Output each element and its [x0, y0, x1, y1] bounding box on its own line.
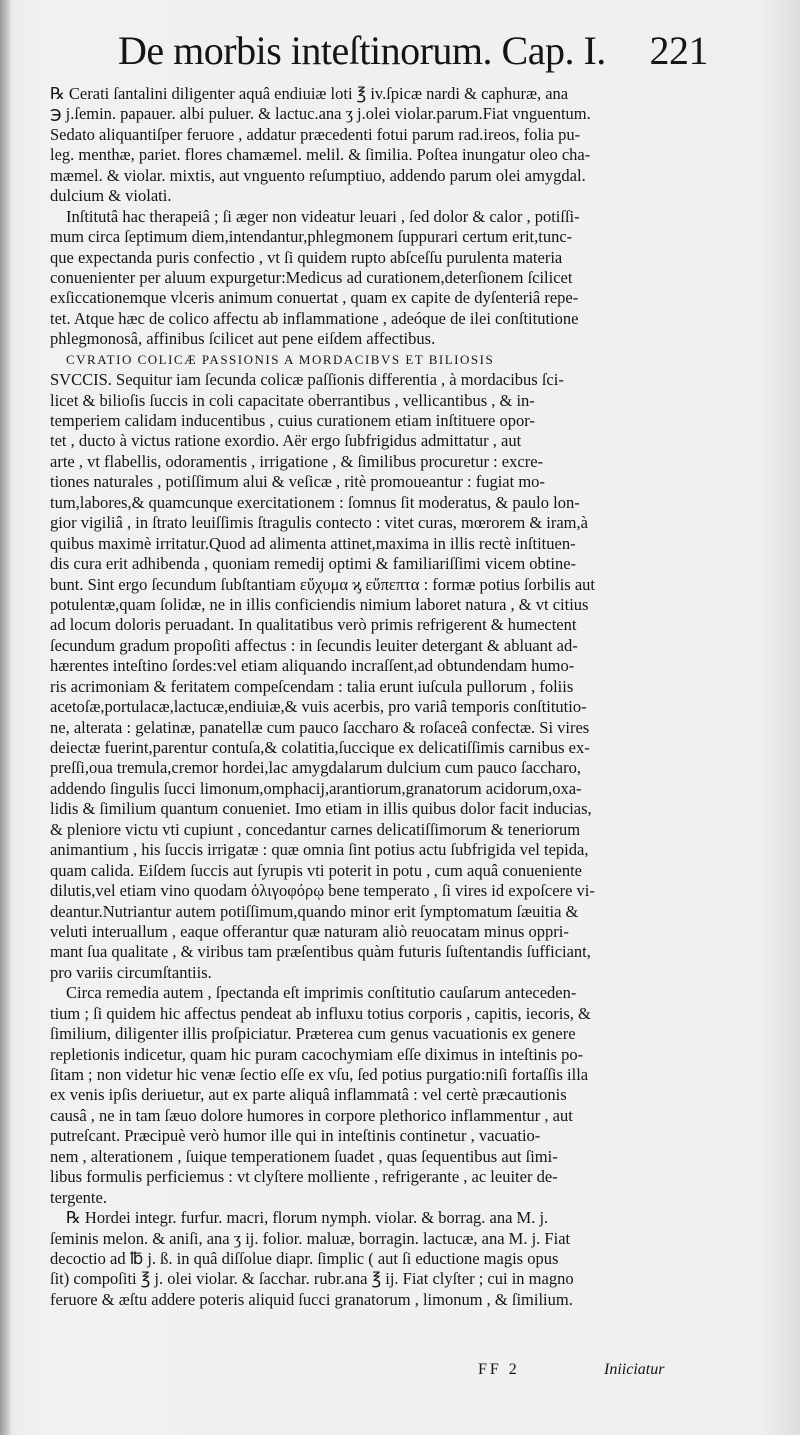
text-line: deantur.Nutriantur autem potiſſimum,quando minor erit ſymptomatum ſæuitia &	[50, 901, 579, 921]
text-line: dulcium & violati.	[50, 186, 172, 206]
text-line: Inſtitutâ hac therapeiâ ; ſi æger non videatur leuari , ſed dolor & calor , potiſſi-	[66, 206, 580, 226]
text-line: tet. Atque hæc de colico affectu ab inflammatione , adeóque de ilei conſtitutione	[50, 308, 579, 328]
text-line: dilutis,vel etiam vino quodam ὀλιγοφόρῳ bene temperato , ſi vires id expoſcere vi-	[50, 881, 595, 901]
text-line: potulentæ,quam ſolidæ, ne in illis conficiendis nimium laboret natura , & vt citius	[50, 594, 589, 614]
text-line: gior vigiliâ , in ſtrato leuiſſimis ſtragulis contecto : vitet curas, mœrorem & iram,à	[50, 513, 588, 533]
text-line: quibus maximè irritatur.Quod ad alimenta attinet,maxima in illis rectè inſtituen-	[50, 533, 576, 553]
text-line: ex venis ipſis deriuetur, aut ex parte aliquâ inflammatâ : vel certè præcautionis	[50, 1085, 567, 1105]
text-line: ſit) compoſiti ℥ j. olei violar. & ſacchar. rubr.ana ℥ ij. Fiat clyſter ; cui in magno	[50, 1269, 574, 1289]
body-text	[50, 84, 700, 1310]
text-line: que expectanda puris confectio , vt ſi quidem rupto abſceſſu purulenta materia	[50, 247, 563, 267]
text-line: animantium , his ſuccis irrigatæ : quæ omnia ſint potius actu ſubfrigida vel tepida,	[50, 840, 589, 860]
text-line: exſiccationemque vlceris animum conuertat , quam ex capite de dyſenteriâ repe-	[50, 288, 579, 308]
text-line: ris acrimoniam & feritatem compeſcendam : talia erunt iuſcula pullorum , foliis	[50, 676, 574, 696]
text-line: addendo ſingulis ſucci limonum,omphacij,arantiorum,granatorum acidorum,oxa-	[50, 778, 582, 798]
text-line: tium ; ſi quidem hic affectus pendeat ab influxu totius corporis , capitis, iecoris, &	[50, 1003, 591, 1023]
catchword: Iniiciatur	[604, 1361, 665, 1378]
text-line: tet , ducto à victus ratione exordio. Aër ergo ſubfrigidus admittatur , aut	[50, 431, 522, 451]
text-line: tergente.	[50, 1187, 107, 1207]
text-line: bunt. Sint ergo ſecundum ſubſtantiam εὔχυμα ϗ εὔπεπτα : formæ potius ſorbilis aut	[50, 574, 595, 594]
text-line: pro variis circumſtantiis.	[50, 962, 212, 982]
text-line: ne, alterata : gelatinæ, panatellæ cum pauco ſaccharo & roſaceâ confectæ. Si vires	[50, 717, 590, 737]
text-line: libus formulis perficiemus : vt clyſtere molliente , refrigerante , ac leuiter de-	[50, 1167, 558, 1187]
text-line: ſeminis melon. & aniſi, ana ʒ ij. folior. maluæ, borragin. lactucæ, ana M. j. Fiat	[50, 1228, 571, 1248]
text-line: ℈ j.ſemin. papauer. albi puluer. & lactuc.ana ʒ j.olei violar.parum.Fiat vnguentum.	[50, 104, 591, 124]
text-line: decoctio ad ℔ j. ß. in quâ diſſolue diapr. ſimplic ( aut ſi eductione magis opus	[50, 1248, 559, 1268]
text-line: lidis & ſimilium quantum conueniet. Imo etiam in illis quibus dolor facit inducias,	[50, 799, 592, 819]
text-line: putreſcant. Præcipuè verò humor ille qui in inteſtinis continetur , vacuatio-	[50, 1126, 541, 1146]
text-line: CVRATIO COLICÆ PASSIONIS A MORDACIBVS ET BILIOSIS	[66, 351, 495, 367]
text-line: tiones naturales , potiſſimum alui & veſicæ , ritè promoueantur : fugiat mo-	[50, 472, 545, 492]
text-line: arte , vt flabellis, odoramentis , irrigatione , & ſimilibus procuretur : excre-	[50, 451, 544, 471]
text-line: mant ſua qualitate , & viribus tam præſentibus quàm futuris ſuſtentandis ſufficiant,	[50, 942, 591, 962]
text-line: temperiem calidam inducentibus , cuius curationem etiam inſtituere opor-	[50, 411, 535, 430]
text-line: dis cura erit adhibenda , quoniam remedij optimi & familiariſſimi vicem obtine-	[50, 554, 577, 574]
text-line: preſſi,oua tremula,cremor hordei,lac amygdalarum dulcium cum pauco ſaccharo,	[50, 758, 581, 778]
text-line: ad locum doloris peruadant. In qualitatibus verò primis refrigerent & humectent	[50, 615, 577, 635]
text-line: licet & bilioſis ſuccis in coli capacitate oberrantibus , vellicantibus , & in-	[50, 390, 535, 410]
text-line: quam calida. Eiſdem ſuccis aut ſyrupis vti poterit in potu , cum aquâ conueniente	[50, 860, 582, 880]
text-line: nem , alterationem , ſuique temperationem ſuadet , quas ſequentibus aut ſimi-	[50, 1146, 558, 1166]
text-line: phlegmonosâ, affinibus ſcilicet aut pene eiſdem affectibus.	[50, 329, 436, 349]
text-line: veluti interuallum , eaque offerantur quæ naturam aliò reuocatam minus oppri-	[50, 921, 569, 941]
text-line: ſitam ; non videtur hic venæ ſectio eſſe ex vſu, ſed potius purgatio:niſi fortaſſis illa	[50, 1065, 589, 1084]
text-line: deiectæ fuerint,parentur contuſa,& colatitia,ſuccique ex delicatiſſimis carnibus ex-	[50, 738, 590, 757]
text-line: SVCCIS. Sequitur iam ſecunda colicæ paſſionis differentia , à mordacibus ſci-	[50, 370, 564, 390]
page-number: 221	[649, 28, 708, 73]
signature-mark: FF 2	[478, 1361, 520, 1378]
text-line: Sedato aliquantiſper feruore , addatur præcedenti fotui parum rad.ireos, folia pu-	[50, 124, 581, 144]
text-line: causâ , ne in tam ſæuo dolore humores in corpore plethorico inflammentur , aut	[50, 1105, 573, 1125]
text-line: leg. menthæ, pariet. flores chamæmel. melil. & ſimilia. Poſtea inungatur oleo cha-	[50, 145, 591, 165]
text-line: ℞ Hordei integr. furfur. macri, florum nymph. violar. & borrag. ana M. j.	[66, 1208, 549, 1228]
running-head-title: De morbis inteſtinorum. Cap. I.	[118, 28, 606, 73]
text-line: tum,labores,& quamcunque exercitationem : ſomnus ſit moderatus, & paulo lon-	[50, 492, 580, 512]
text-line: feruore & æſtu addere poteris aliquid ſucci granatorum , limonum , & ſimilium.	[50, 1289, 573, 1309]
text-line: mæmel. & violar. mixtis, aut vnguento reſumptiuo, addendo parum olei amygdal.	[50, 165, 586, 185]
text-line: conuenienter per aluum expurgetur:Medicus ad curationem,deterſionem ſcilicet	[50, 267, 573, 287]
text-line: ℞ Cerati ſantalini diligenter aquâ endiuiæ loti ℥ iv.ſpicæ nardi & caphuræ, ana	[50, 84, 569, 103]
text-line: mum circa ſeptimum diem,intendantur,phlegmonem ſuppurari certum erit,tunc-	[50, 227, 573, 247]
page-binding-edge	[0, 0, 10, 1435]
running-head	[118, 22, 708, 80]
text-line: acetoſæ,portulacæ,lactucæ,endiuiæ,& vuis acerbis, pro variâ temporis conſtitutio-	[50, 697, 587, 717]
text-line: ſimilium, diligenter illis proſpiciatur. Præterea cum genus vacuationis ex genere	[50, 1024, 576, 1044]
text-line: & pleniore victu vti cupiunt , concedantur carnes delicatiſſimorum & teneriorum	[50, 819, 581, 839]
text-line: hærentes inteſtino ſordes:vel etiam aliquando incraſſent,ad obtundendam humo-	[50, 656, 575, 676]
text-line: ſecundum gradum propoſiti affectus : in ſecundis leuiter detergant & abluant ad-	[50, 635, 578, 655]
text-line: repletionis indicetur, quam hic puram cacochymiam eſſe diximus in inteſtinis po-	[50, 1044, 584, 1064]
page-footer	[0, 1355, 800, 1395]
text-line: Circa remedia autem , ſpectanda eſt imprimis conſtitutio cauſarum anteceden-	[66, 983, 577, 1003]
